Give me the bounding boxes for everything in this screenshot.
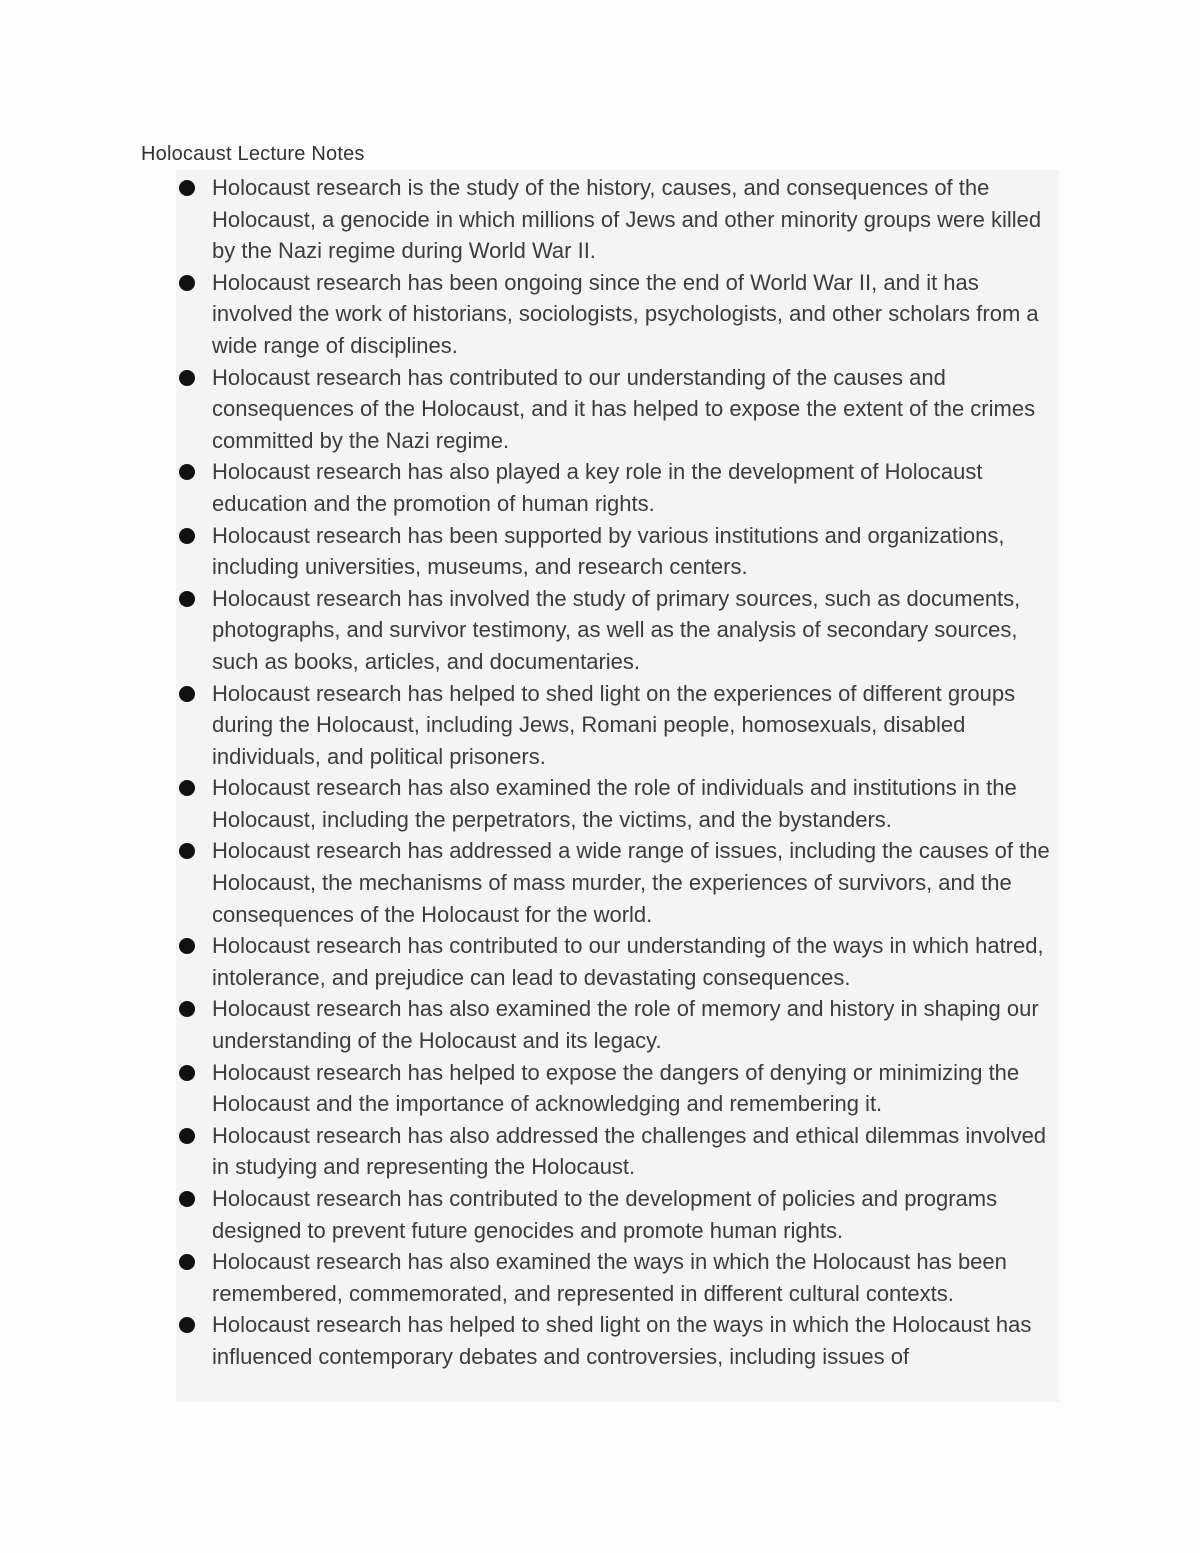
- bullet-icon: [179, 370, 195, 386]
- list-item: [176, 1120, 1059, 1183]
- list-item: [176, 362, 1059, 457]
- note-text: Holocaust research has also addressed the challenges and ethical dilemmas involved in studying and representing the Holocaust.: [212, 1122, 1047, 1180]
- bullet-icon: [179, 464, 195, 480]
- bullet-icon: [179, 591, 195, 607]
- note-text: Holocaust research has contributed to our understanding of the ways in which hatred, intolerance, and prejudice can lead to devastating consequences.: [212, 933, 1044, 990]
- note-text: Holocaust research has also played a key role in the development of Holocaust education and the promotion of human rights.: [212, 459, 983, 516]
- list-item: [176, 1183, 1059, 1246]
- note-text: Holocaust research has helped to expose the dangers of denying or minimizing the Holocaust and the importance of acknowledging and remembering it.: [212, 1059, 1020, 1117]
- notes-panel: [176, 170, 1059, 1402]
- note-text: Holocaust research has contributed to our understanding of the causes and consequences of the Holocaust, and it has helped to expose the extent of the crimes committed by the Nazi regime.: [212, 364, 1036, 453]
- note-text: Holocaust research has also examined the role of individuals and institutions in the Holocaust, including the perpetrators, the victims, and the bystanders.: [212, 775, 1017, 832]
- list-item: [176, 930, 1059, 993]
- list-item: [176, 267, 1059, 362]
- note-text: Holocaust research has also examined the role of memory and history in shaping our understanding of the Holocaust and its legacy.: [212, 996, 1039, 1054]
- note-text: Holocaust research has involved the study of primary sources, such as documents, photographs, and survivor testimony, as well as the analysis of secondary sources, such as books, articles, and documentaries.: [212, 585, 1021, 674]
- note-text: Holocaust research has also examined the ways in which the Holocaust has been remembered, commemorated, and represented in different cultural contexts.: [212, 1249, 1007, 1306]
- bullet-icon: [179, 1317, 195, 1333]
- note-text: Holocaust research has addressed a wide range of issues, including the causes of the Holocaust, the mechanisms of mass murder, the experiences of survivors, and the consequences of the Holocaust for the world.: [212, 838, 1050, 927]
- bullet-icon: [179, 1128, 195, 1144]
- list-item: [176, 678, 1059, 773]
- note-text: Holocaust research is the study of the history, causes, and consequences of the Holocaust, a genocide in which millions of Jews and other minority groups were killed by the Nazi regime during World War II.: [212, 175, 1042, 264]
- list-item: [176, 1246, 1059, 1309]
- note-text: Holocaust research has been supported by various institutions and organizations, including universities, museums, and research centers.: [212, 522, 1005, 580]
- bullet-icon: [179, 780, 195, 796]
- list-item: [176, 993, 1059, 1056]
- bullet-icon: [179, 1001, 195, 1017]
- bullet-icon: [179, 528, 195, 544]
- bullet-icon: [179, 1254, 195, 1270]
- list-item: [176, 583, 1059, 678]
- list-item: [176, 1057, 1059, 1120]
- bullet-icon: [179, 1191, 195, 1207]
- list-item: [176, 835, 1059, 930]
- list-item: [176, 772, 1059, 835]
- notes-list: [176, 170, 1059, 1373]
- bullet-icon: [179, 843, 195, 859]
- bullet-icon: [179, 686, 195, 702]
- bullet-icon: [179, 275, 195, 291]
- bullet-icon: [179, 938, 195, 954]
- list-item: [176, 172, 1059, 267]
- note-text: Holocaust research has contributed to the development of policies and programs designed to prevent future genocides and promote human rights.: [212, 1186, 998, 1243]
- bullet-icon: [179, 1065, 195, 1081]
- document-title: Holocaust Lecture Notes: [141, 143, 365, 165]
- note-text: Holocaust research has been ongoing since the end of World War II, and it has involved the work of historians, sociologists, psychologists, and other scholars from a wide range of disciplines.: [212, 269, 1039, 358]
- list-item: [176, 456, 1059, 519]
- bullet-icon: [179, 180, 195, 196]
- list-item: [176, 520, 1059, 583]
- note-text: Holocaust research has helped to shed light on the ways in which the Holocaust has influenced contemporary debates and controversies, including issues of: [212, 1312, 1032, 1369]
- list-item: [176, 1309, 1059, 1372]
- note-text: Holocaust research has helped to shed light on the experiences of different groups during the Holocaust, including Jews, Romani people, homosexuals, disabled individuals, and political prisoners.: [212, 680, 1016, 769]
